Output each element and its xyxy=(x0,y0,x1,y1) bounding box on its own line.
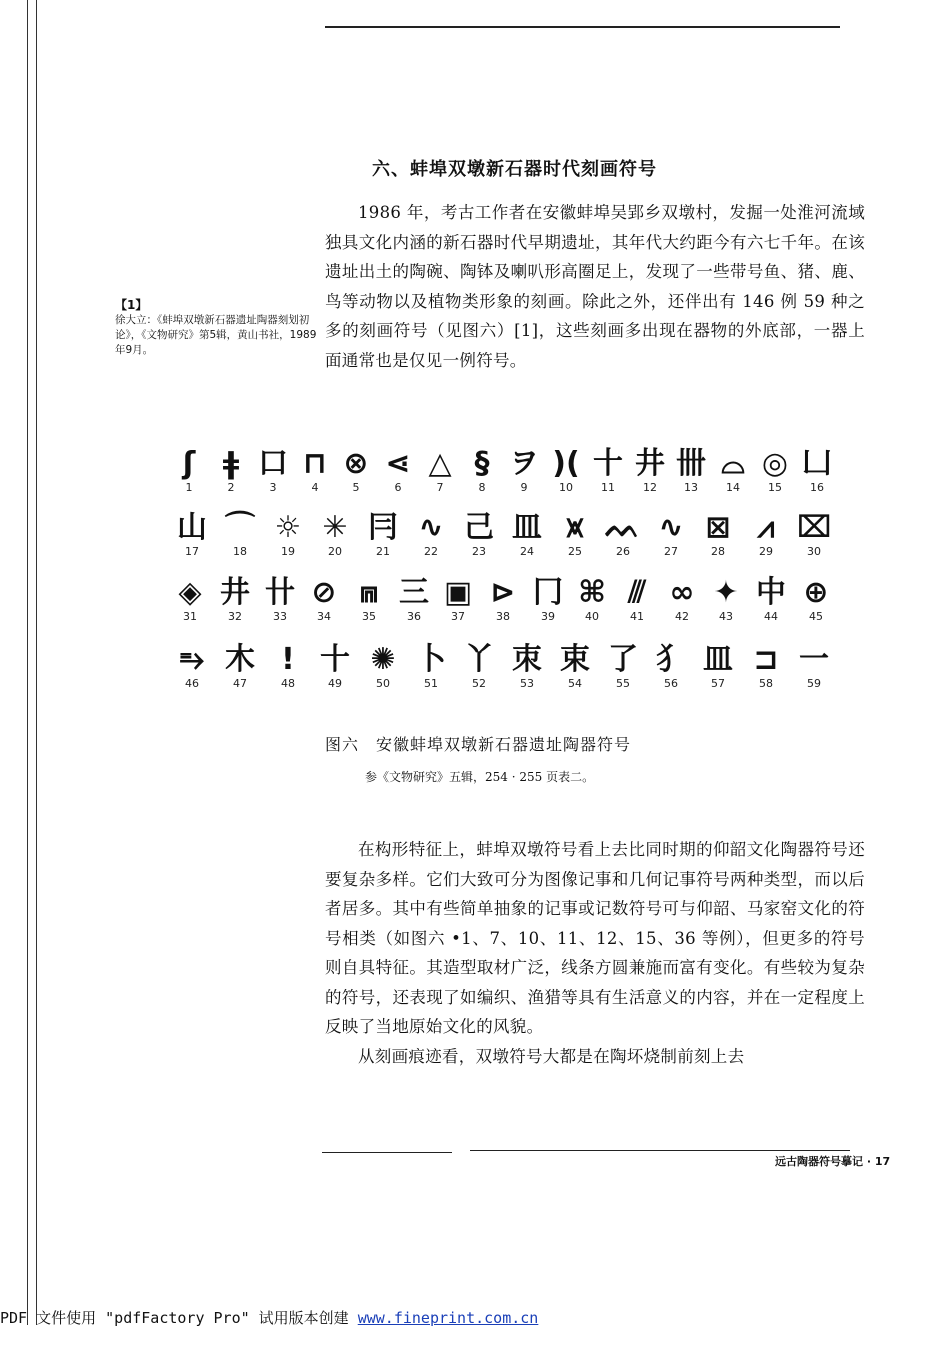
page-footer-label: 远古陶器符号摹记 · 17 xyxy=(775,1155,891,1168)
glyph-symbol xyxy=(694,642,742,690)
glyph-number: 26 xyxy=(616,545,630,558)
glyph-shape: ◎ xyxy=(761,446,789,481)
glyph-symbol xyxy=(479,575,527,623)
glyph-number: 43 xyxy=(719,610,733,623)
glyph-number: 18 xyxy=(233,545,247,558)
glyph-number: 40 xyxy=(585,610,599,623)
glyph-shape: § xyxy=(474,446,490,481)
glyph-symbol xyxy=(551,642,599,690)
glyph-symbol xyxy=(667,446,715,494)
glyph-symbol xyxy=(359,642,407,690)
glyph-number: 57 xyxy=(711,677,725,690)
glyph-number: 21 xyxy=(376,545,390,558)
glyph-number: 7 xyxy=(436,481,444,494)
glyph-symbol xyxy=(599,642,647,690)
glyph-symbol xyxy=(416,446,464,494)
glyph-number: 9 xyxy=(520,481,528,494)
glyph-symbol xyxy=(264,510,312,558)
glyph-shape: 卌 xyxy=(676,446,706,481)
glyph-symbol xyxy=(345,575,393,623)
glyph-number: 55 xyxy=(616,677,630,690)
glyph-shape: ⌘ xyxy=(578,575,606,610)
glyph-shape: ⊳ xyxy=(490,575,516,610)
glyph-number: 11 xyxy=(601,481,615,494)
glyph-number: 5 xyxy=(352,481,360,494)
glyph-number: 46 xyxy=(185,677,199,690)
glyph-symbol xyxy=(694,510,742,558)
glyph-number: 32 xyxy=(228,610,242,623)
glyph-symbol xyxy=(458,446,506,494)
glyph-symbol xyxy=(165,446,213,494)
glyph-shape: 一 xyxy=(799,642,829,677)
glyph-row-3 xyxy=(168,575,838,639)
glyph-number: 45 xyxy=(809,610,823,623)
glyph-number: 39 xyxy=(541,610,555,623)
glyph-symbol xyxy=(300,575,348,623)
glyph-symbol xyxy=(542,446,590,494)
glyph-symbol xyxy=(256,575,304,623)
glyph-shape: ✦ xyxy=(713,575,739,610)
glyph-shape: ⊗ xyxy=(343,446,369,481)
paragraph-intro xyxy=(325,198,865,375)
glyph-number: 6 xyxy=(394,481,402,494)
glyph-symbol xyxy=(751,446,799,494)
glyph-shape: ☼ xyxy=(274,510,302,545)
glyph-symbol xyxy=(702,575,750,623)
glyph-number: 56 xyxy=(664,677,678,690)
glyph-row-1 xyxy=(168,446,838,510)
glyph-number: 30 xyxy=(807,545,821,558)
glyph-symbol xyxy=(390,575,438,623)
glyph-shape: 三 xyxy=(399,575,429,610)
glyph-symbol xyxy=(599,510,647,558)
glyph-shape: ǂ xyxy=(222,446,240,481)
glyph-symbol xyxy=(407,642,455,690)
glyph-number: 44 xyxy=(764,610,778,623)
glyph-number: 22 xyxy=(424,545,438,558)
glyph-number: 2 xyxy=(227,481,235,494)
glyph-symbol xyxy=(613,575,661,623)
glyph-shape: ∿ xyxy=(658,510,684,545)
glyph-shape: ⩙ xyxy=(566,510,584,545)
glyph-shape: △ xyxy=(428,446,452,481)
glyph-number: 23 xyxy=(472,545,486,558)
glyph-number: 13 xyxy=(684,481,698,494)
glyph-shape: ⥱ xyxy=(180,642,204,677)
glyph-number: 27 xyxy=(664,545,678,558)
glyph-number: 17 xyxy=(185,545,199,558)
glyph-symbol xyxy=(793,446,841,494)
glyph-row-4 xyxy=(168,642,838,706)
paragraph-body xyxy=(325,835,865,1071)
glyph-shape: 卜 xyxy=(416,642,446,677)
glyph-symbol xyxy=(792,575,840,623)
glyph-number: 49 xyxy=(328,677,342,690)
glyph-symbol xyxy=(742,510,790,558)
footer-rule-left xyxy=(322,1152,452,1153)
glyph-number: 48 xyxy=(281,677,295,690)
glyph-symbol xyxy=(249,446,297,494)
glyph-number: 36 xyxy=(407,610,421,623)
glyph-number: 16 xyxy=(810,481,824,494)
glyph-symbol xyxy=(216,510,264,558)
pdf-banner-text: PDF 文件使用 "pdfFactory Pro" 试用版本创建 xyxy=(0,1309,358,1327)
glyph-symbol xyxy=(332,446,380,494)
glyph-shape: ⊓ xyxy=(303,446,327,481)
glyph-symbol xyxy=(747,575,795,623)
glyph-symbol xyxy=(264,642,312,690)
glyph-shape: 中 xyxy=(756,575,786,610)
glyph-shape: )( xyxy=(552,446,580,481)
glyph-shape: ⩎ xyxy=(360,575,378,610)
glyph-symbol xyxy=(503,510,551,558)
glyph-symbol xyxy=(455,642,503,690)
glyph-number: 15 xyxy=(768,481,782,494)
glyph-shape: ✺ xyxy=(370,642,396,677)
glyph-shape: 山 xyxy=(177,510,207,545)
glyph-number: 34 xyxy=(317,610,331,623)
glyph-shape: 皿 xyxy=(512,510,542,545)
glyph-number: 20 xyxy=(328,545,342,558)
glyph-shape: ⊠ xyxy=(705,510,731,545)
glyph-symbol xyxy=(742,642,790,690)
paragraph-continued-text: 从刻画痕迹看，双墩符号大都是在陶坏烧制前刻上去 xyxy=(358,1046,745,1066)
section-title: 六、蚌埠双墩新石器时代刻画符号 xyxy=(372,159,657,180)
glyph-symbol xyxy=(166,575,214,623)
glyph-shape: 井 xyxy=(220,575,250,610)
glyph-symbol xyxy=(455,510,503,558)
glyph-number: 37 xyxy=(451,610,465,623)
fineprint-link[interactable]: www.fineprint.com.cn xyxy=(357,1309,539,1327)
glyph-number: 47 xyxy=(233,677,247,690)
glyph-symbol xyxy=(551,510,599,558)
glyph-symbol xyxy=(647,642,695,690)
glyph-shape: ⊕ xyxy=(803,575,829,610)
glyph-symbol xyxy=(407,510,455,558)
glyph-number: 38 xyxy=(496,610,510,623)
glyph-number: 35 xyxy=(362,610,376,623)
glyph-shape: ⊘ xyxy=(311,575,337,610)
top-rule xyxy=(325,26,840,28)
glyph-shape: 了 xyxy=(608,642,638,677)
glyph-symbol xyxy=(790,642,838,690)
glyph-shape: ▣ xyxy=(443,575,473,610)
paragraph-intro-text: 1986 年，考古工作者在安徽蚌埠吴郢乡双墩村，发掘一处淮河流域独具文化内涵的新石器时代早期遗址，其年代大约距今有六七千年。在该遗址出土的陶碗、陶钵及喇叭形高圈足上，发现了一些带号鱼、猪、鹿、鸟等动物以及植物类形象的刻画。除此之外，还伴出有 146 例 59 种之多的刻画符号（见图六）[1]，这些刻画多出现在器物的外底部，一器上面通常也是仅见一例符号。 xyxy=(325,203,865,370)
glyph-symbol xyxy=(790,510,838,558)
glyph-symbol xyxy=(311,510,359,558)
figure-caption: 图六 安徽蚌埠双墩新石器遗址陶器符号 xyxy=(325,735,632,754)
glyph-shape: 凵 xyxy=(802,446,832,481)
footnote-mark: 【1】 xyxy=(115,298,148,312)
glyph-number: 31 xyxy=(183,610,197,623)
glyph-shape: 朿 xyxy=(512,642,542,677)
glyph-number: 10 xyxy=(559,481,573,494)
glyph-shape: 卄 xyxy=(265,575,295,610)
glyph-row-2 xyxy=(168,510,838,574)
glyph-symbol xyxy=(216,642,264,690)
glyph-shape: ∞ xyxy=(669,575,695,610)
glyph-symbol xyxy=(434,575,482,623)
paragraph-body-text: 在构形特征上，蚌埠双墩符号看上去比同时期的仰韶文化陶器符号还要复杂多样。它们大致可分为图像记事和几何记事符号两种类型，而以后者居多。其中有些简单抽象的记事或记数符号可与仰韶、马家窑文化的符号相类（如图六 •1、7、10、11、12、15、36 等例），但更多的符号则自具特征。其造型取材广泛，线条方圆兼施而富有变化。有些较为复杂的符号，还表现了如编织、渔猎等具有生活意义的内容，并在一定程度上反映了当地原始文化的风貌。 xyxy=(325,840,865,1036)
glyph-number: 19 xyxy=(281,545,295,558)
glyph-shape: ⩘ xyxy=(757,510,775,545)
footnote xyxy=(115,298,323,358)
glyph-symbol xyxy=(374,446,422,494)
glyph-shape: ◈ xyxy=(178,575,202,610)
glyph-shape: ヲ xyxy=(509,446,539,481)
glyph-number: 28 xyxy=(711,545,725,558)
glyph-number: 14 xyxy=(726,481,740,494)
glyph-number: 1 xyxy=(185,481,193,494)
glyph-number: 33 xyxy=(273,610,287,623)
glyph-number: 8 xyxy=(478,481,486,494)
glyph-number: 54 xyxy=(568,677,582,690)
glyph-shape: 丫 xyxy=(464,642,494,677)
glyph-number: 58 xyxy=(759,677,773,690)
glyph-shape: ⊐ xyxy=(753,642,779,677)
glyph-symbol xyxy=(658,575,706,623)
glyph-symbol xyxy=(503,642,551,690)
glyph-shape: 井 xyxy=(635,446,665,481)
glyph-symbol xyxy=(584,446,632,494)
glyph-symbol xyxy=(359,510,407,558)
glyph-symbol xyxy=(168,510,216,558)
pdf-banner xyxy=(0,1307,538,1328)
glyph-shape: 木 xyxy=(225,642,255,677)
glyph-shape: ᨓ xyxy=(605,510,641,545)
glyph-symbol xyxy=(524,575,572,623)
glyph-shape: ⋖ xyxy=(385,446,411,481)
glyph-shape: 己 xyxy=(464,510,494,545)
glyph-shape: ʃ xyxy=(182,446,196,481)
glyph-number: 41 xyxy=(630,610,644,623)
glyph-shape: 束 xyxy=(560,642,590,677)
glyph-number: 4 xyxy=(311,481,319,494)
glyph-shape: 皿 xyxy=(703,642,733,677)
glyph-number: 12 xyxy=(643,481,657,494)
glyph-shape: ⌓ xyxy=(721,446,745,481)
glyph-number: 53 xyxy=(520,677,534,690)
glyph-shape: 冂 xyxy=(533,575,563,610)
left-margin-line-1 xyxy=(27,0,28,1325)
footnote-text: 徐大立：《蚌埠双墩新石器遗址陶器刻划初论》，《文物研究》第5辑，黄山书社，1989年9月。 xyxy=(115,314,317,356)
glyph-shape: 口 xyxy=(258,446,288,481)
glyph-symbol xyxy=(500,446,548,494)
glyph-shape: ! xyxy=(281,642,295,677)
glyph-number: 29 xyxy=(759,545,773,558)
glyph-symbol xyxy=(709,446,757,494)
glyph-symbol xyxy=(568,575,616,623)
glyph-shape: ∿ xyxy=(418,510,444,545)
glyph-symbol xyxy=(311,642,359,690)
glyph-number: 24 xyxy=(520,545,534,558)
glyph-symbol xyxy=(211,575,259,623)
glyph-shape: 十 xyxy=(593,446,623,481)
glyph-number: 50 xyxy=(376,677,390,690)
left-margin-line-2 xyxy=(36,0,37,1325)
glyph-number: 42 xyxy=(675,610,689,623)
glyph-symbol xyxy=(207,446,255,494)
glyph-shape: 冃 xyxy=(368,510,398,545)
glyph-shape: ⫻ xyxy=(628,575,646,610)
glyph-number: 51 xyxy=(424,677,438,690)
glyph-symbol xyxy=(647,510,695,558)
glyph-number: 52 xyxy=(472,677,486,690)
glyph-number: 59 xyxy=(807,677,821,690)
glyph-shape: 十 xyxy=(320,642,350,677)
figure-source: 参《文物研究》五辑，254 · 255 页表二。 xyxy=(365,770,595,784)
glyph-number: 25 xyxy=(568,545,582,558)
glyph-shape: ⌧ xyxy=(796,510,832,545)
glyph-symbol xyxy=(168,642,216,690)
glyph-number: 3 xyxy=(269,481,277,494)
glyph-shape: ✳ xyxy=(322,510,348,545)
glyph-shape: 犭 xyxy=(656,642,686,677)
glyph-shape: ⌒ xyxy=(225,510,255,545)
footer-rule-right xyxy=(470,1150,850,1151)
